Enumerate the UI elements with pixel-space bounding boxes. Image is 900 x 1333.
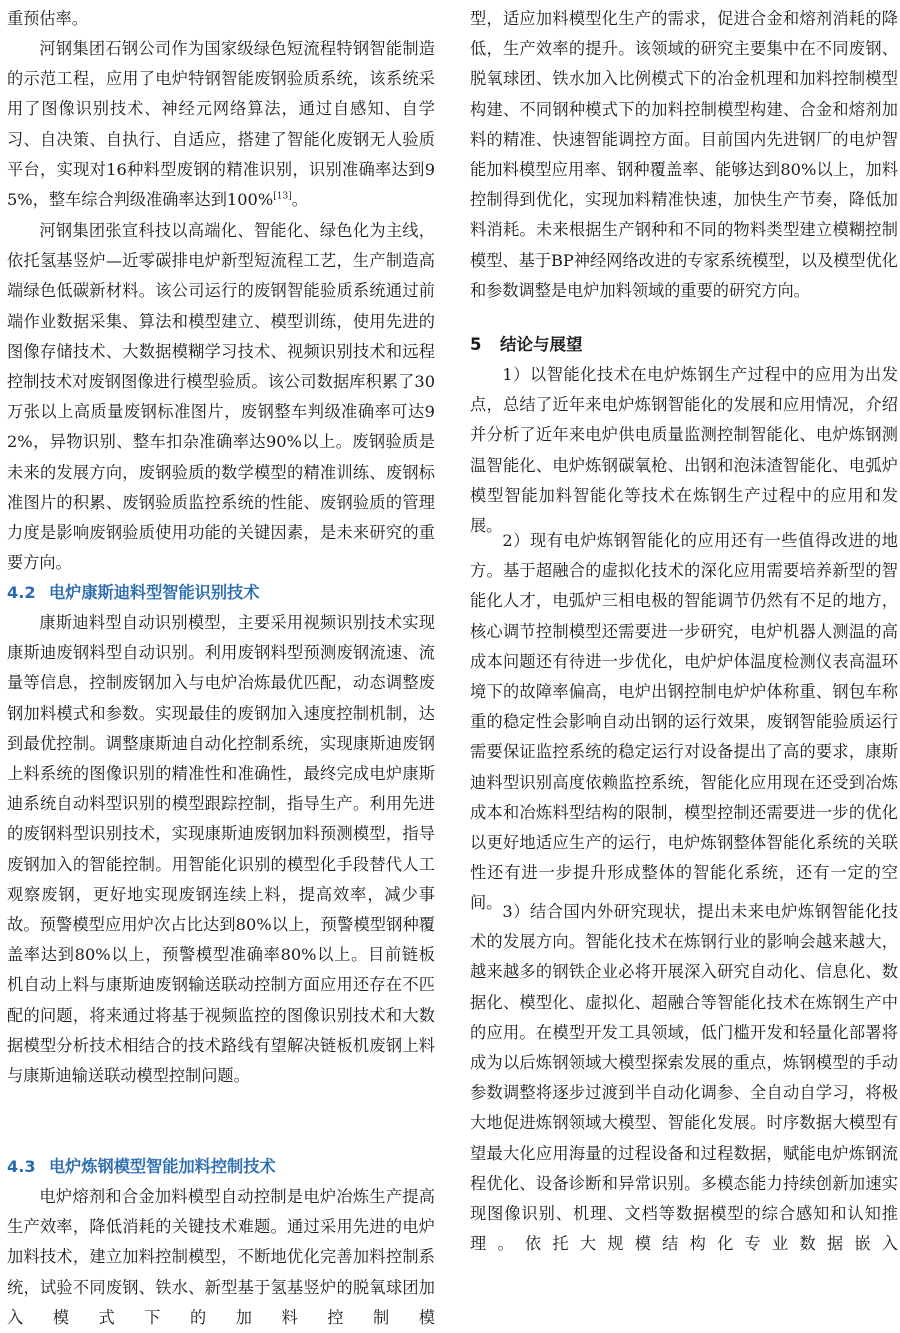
section-heading-5 — [470, 330, 898, 360]
paragraph-shigang-text: 河钢集团石钢公司作为国家级绿色短流程特钢智能制造的示范工程，应用了电炉特钢智能废钢验质系统，该系统采用了图像识别技术、神经元网络算法，通过自感知、自学习、自决策、自执行、自适应，搭建了智能化废钢无人验质平台，实现对16种料型废钢的精准识别，识别准确率达到95%，整车综合判级准确率达到100% — [7, 39, 435, 210]
paragraph-shigang-block — [7, 34, 435, 216]
conclusion-2-block — [470, 526, 898, 913]
section-title: 电炉康斯迪料型智能识别技术 — [49, 583, 260, 602]
conclusion-3: 3）结合国内外研究现状，提出未来电炉炼钢智能化技术的发展方向。智能化技术在炼钢行业的影响会越来越大，越来越多的钢铁企业必将开展深入研究自动化、信息化、数据化、模型化、虚拟化、超融合等智能化技术在炼钢生产中的应用。在模型开发工具领域，低门槛开发和轻量化部署将成为以后炼钢领域大模型探索发展的重点，炼钢模型的手动参数调整将逐步过渡到半自动化调参、全自动自学习，将极大地促进炼钢领域大模型、智能化发展。时序数据大模型有望最大化应用海量的过程设备和过程数据，赋能电炉炼钢流程优化、设备诊断和异常识别。多模态能力持续创新加速实现图像识别、机理、文档等数据模型的综合感知和认知推理。依托大规模结构化专业数据嵌入 — [470, 902, 898, 1254]
conclusion-1: 1）以智能化技术在电炉炼钢生产过程中的应用为出发点，总结了近年来电炉炼钢智能化的发展和应用情况，介绍并分析了近年来电炉供电质量监测控制智能化、电炉炼钢测温智能化、电炉炼钢碳氧枪、出钢和泡沫渣智能化、电弧炉模型智能加料智能化等技术在炼钢生产过程中的应用和发展。 — [470, 365, 898, 536]
conclusion-2: 2）现有电炉炼钢智能化的应用还有一些值得改进的地方。基于超融合的虚拟化技术的深化应用需要培养新型的智能化人才，电弧炉三相电极的智能调节仍然有不足的地方，核心调节控制模型还需要进一步研究，电炉机器人测温的高成本问题还有待进一步优化，电炉炉体温度检测仪表高温环境下的故障率偏高，电炉出钢控制电炉炉体称重、钢包车称重的稳定性会影响自动出钢的运行效果，废钢智能验质运行需要保证监控系统的稳定运行对设备提出了高的要求，康斯迪料型识别高度依赖监控系统，智能化应用现在还受到冶炼成本和冶炼料型结构的限制，模型控制还需要进一步的优化以更好地适应生产的运行，电炉炼钢整体智能化系统的关联性还有进一步提升形成整体的智能化系统，还有一定的空间。 — [470, 531, 898, 913]
paragraph-feeding-continued: 型，适应加料模型化生产的需求，促进合金和熔剂消耗的降低，生产效率的提升。该领域的研究主要集中在不同废钢、脱氧球团、铁水加入比例模式下的冶金机理和加料控制模型构建、不同钢种模式下的加料控制模型构建、合金和熔剂加料的精准、快速智能调控方面。目前国内先进钢厂的电炉智能加料模型应用率、钢种覆盖率、能够达到80%以上，加料控制得到优化，实现加料精准快速，加快生产节奏，降低加料消耗。未来根据生产钢种和不同的物料类型建立模糊控制模型、基于BP神经网络改进的专家系统模型，以及模型优化和参数调整是电炉加料领域的重要的研究方向。 — [470, 9, 898, 300]
paragraph-consteel: 康斯迪料型自动识别模型，主要采用视频识别技术实现康斯迪废钢料型自动识别。利用废钢料型预测废钢流速、流量等信息，控制废钢加入与电炉冶炼最优匹配，动态调整废钢加料模式和参数。实现最佳的废钢加入速度控制机制，达到最优控制。调整康斯迪自动化控制系统，实现康斯迪废钢上料系统的图像识别的精准性和准确性，最终完成电炉康斯迪系统自动料型识别的模型跟踪控制，指导生产。利用先进的废钢料型识别技术，实现康斯迪废钢加料预测模型，指导废钢加入的智能控制。用智能化识别的模型化手段替代人工观察废钢，更好地实现废钢连续上料，提高效率，减少事故。预警模型应用炉次占比达到80%以上，预警模型钢种覆盖率达到80%以上，预警模型准确率80%以上。目前链板机自动上料与康斯迪废钢输送联动控制方面应用还存在不匹配的问题，将来通过将基于视频监控的图像识别技术和大数据模型分析技术相结合的技术路线有望解决链板机废钢上料与康斯迪输送联动模型控制问题。 — [7, 613, 435, 1086]
paragraph-feeding-block — [7, 1182, 435, 1327]
section-title: 电炉炼钢模型智能加料控制技术 — [49, 1157, 276, 1176]
paragraph-continuation: 重预估率。 — [7, 9, 88, 28]
section-number: 4.2 — [7, 583, 36, 602]
right-column — [470, 4, 898, 1259]
left-column — [7, 4, 435, 1327]
section-heading-4-3 — [7, 1152, 435, 1182]
paragraph-zhangxuan: 河钢集团张宣科技以高端化、智能化、绿色化为主线，依托氢基竖炉—近零碳排电炉新型短流程工艺，生产制造高端绿色低碳新材料。该公司运行的废钢智能验质系统通过前端作业数据采集、算法和模型建立、模型训练，使用先进的图像存储技术、大数据模糊学习技术、视频识别技术和远程控制技术对废钢图像进行模型验质。该公司数据库积累了30万张以上高质量废钢标准图片，废钢整车判级准确率可达92%，异物识别、整车扣杂准确率达90%以上。废钢验质是未来的发展方向，废钢验质的数学模型的精准训练、废钢标准图片的积累、废钢验质监控系统的性能、废钢验质的管理力度是影响废钢验质使用功能的关键因素，是未来研究的重要方向。 — [7, 221, 435, 573]
paragraph-zhangxuan-block — [7, 216, 435, 578]
conclusion-1-block — [470, 360, 898, 536]
section-heading-4-2 — [7, 578, 435, 608]
conclusion-3-block — [470, 897, 898, 1259]
section-title: 结论与展望 — [500, 335, 583, 354]
citation-13: [13] — [273, 191, 292, 202]
paragraph-feeding: 电炉熔剂和合金加料模型自动控制是电炉冶炼生产提高生产效率，降低消耗的关键技术难题。通过采用先进的电炉加料技术，建立加料控制模型，不断地优化完善加料控制系统，试验不同废钢、铁水、新型基于氢基竖炉的脱氧球团加入模式下的加料控制模 — [7, 1187, 435, 1327]
paragraph-consteel-block — [7, 608, 435, 1152]
paragraph-shigang-end: 。 — [291, 190, 308, 210]
paragraph-feeding-cont-block — [470, 4, 898, 330]
section-number: 5 — [470, 335, 482, 354]
section-number: 4.3 — [7, 1157, 36, 1176]
paragraph-shigang — [7, 34, 435, 215]
